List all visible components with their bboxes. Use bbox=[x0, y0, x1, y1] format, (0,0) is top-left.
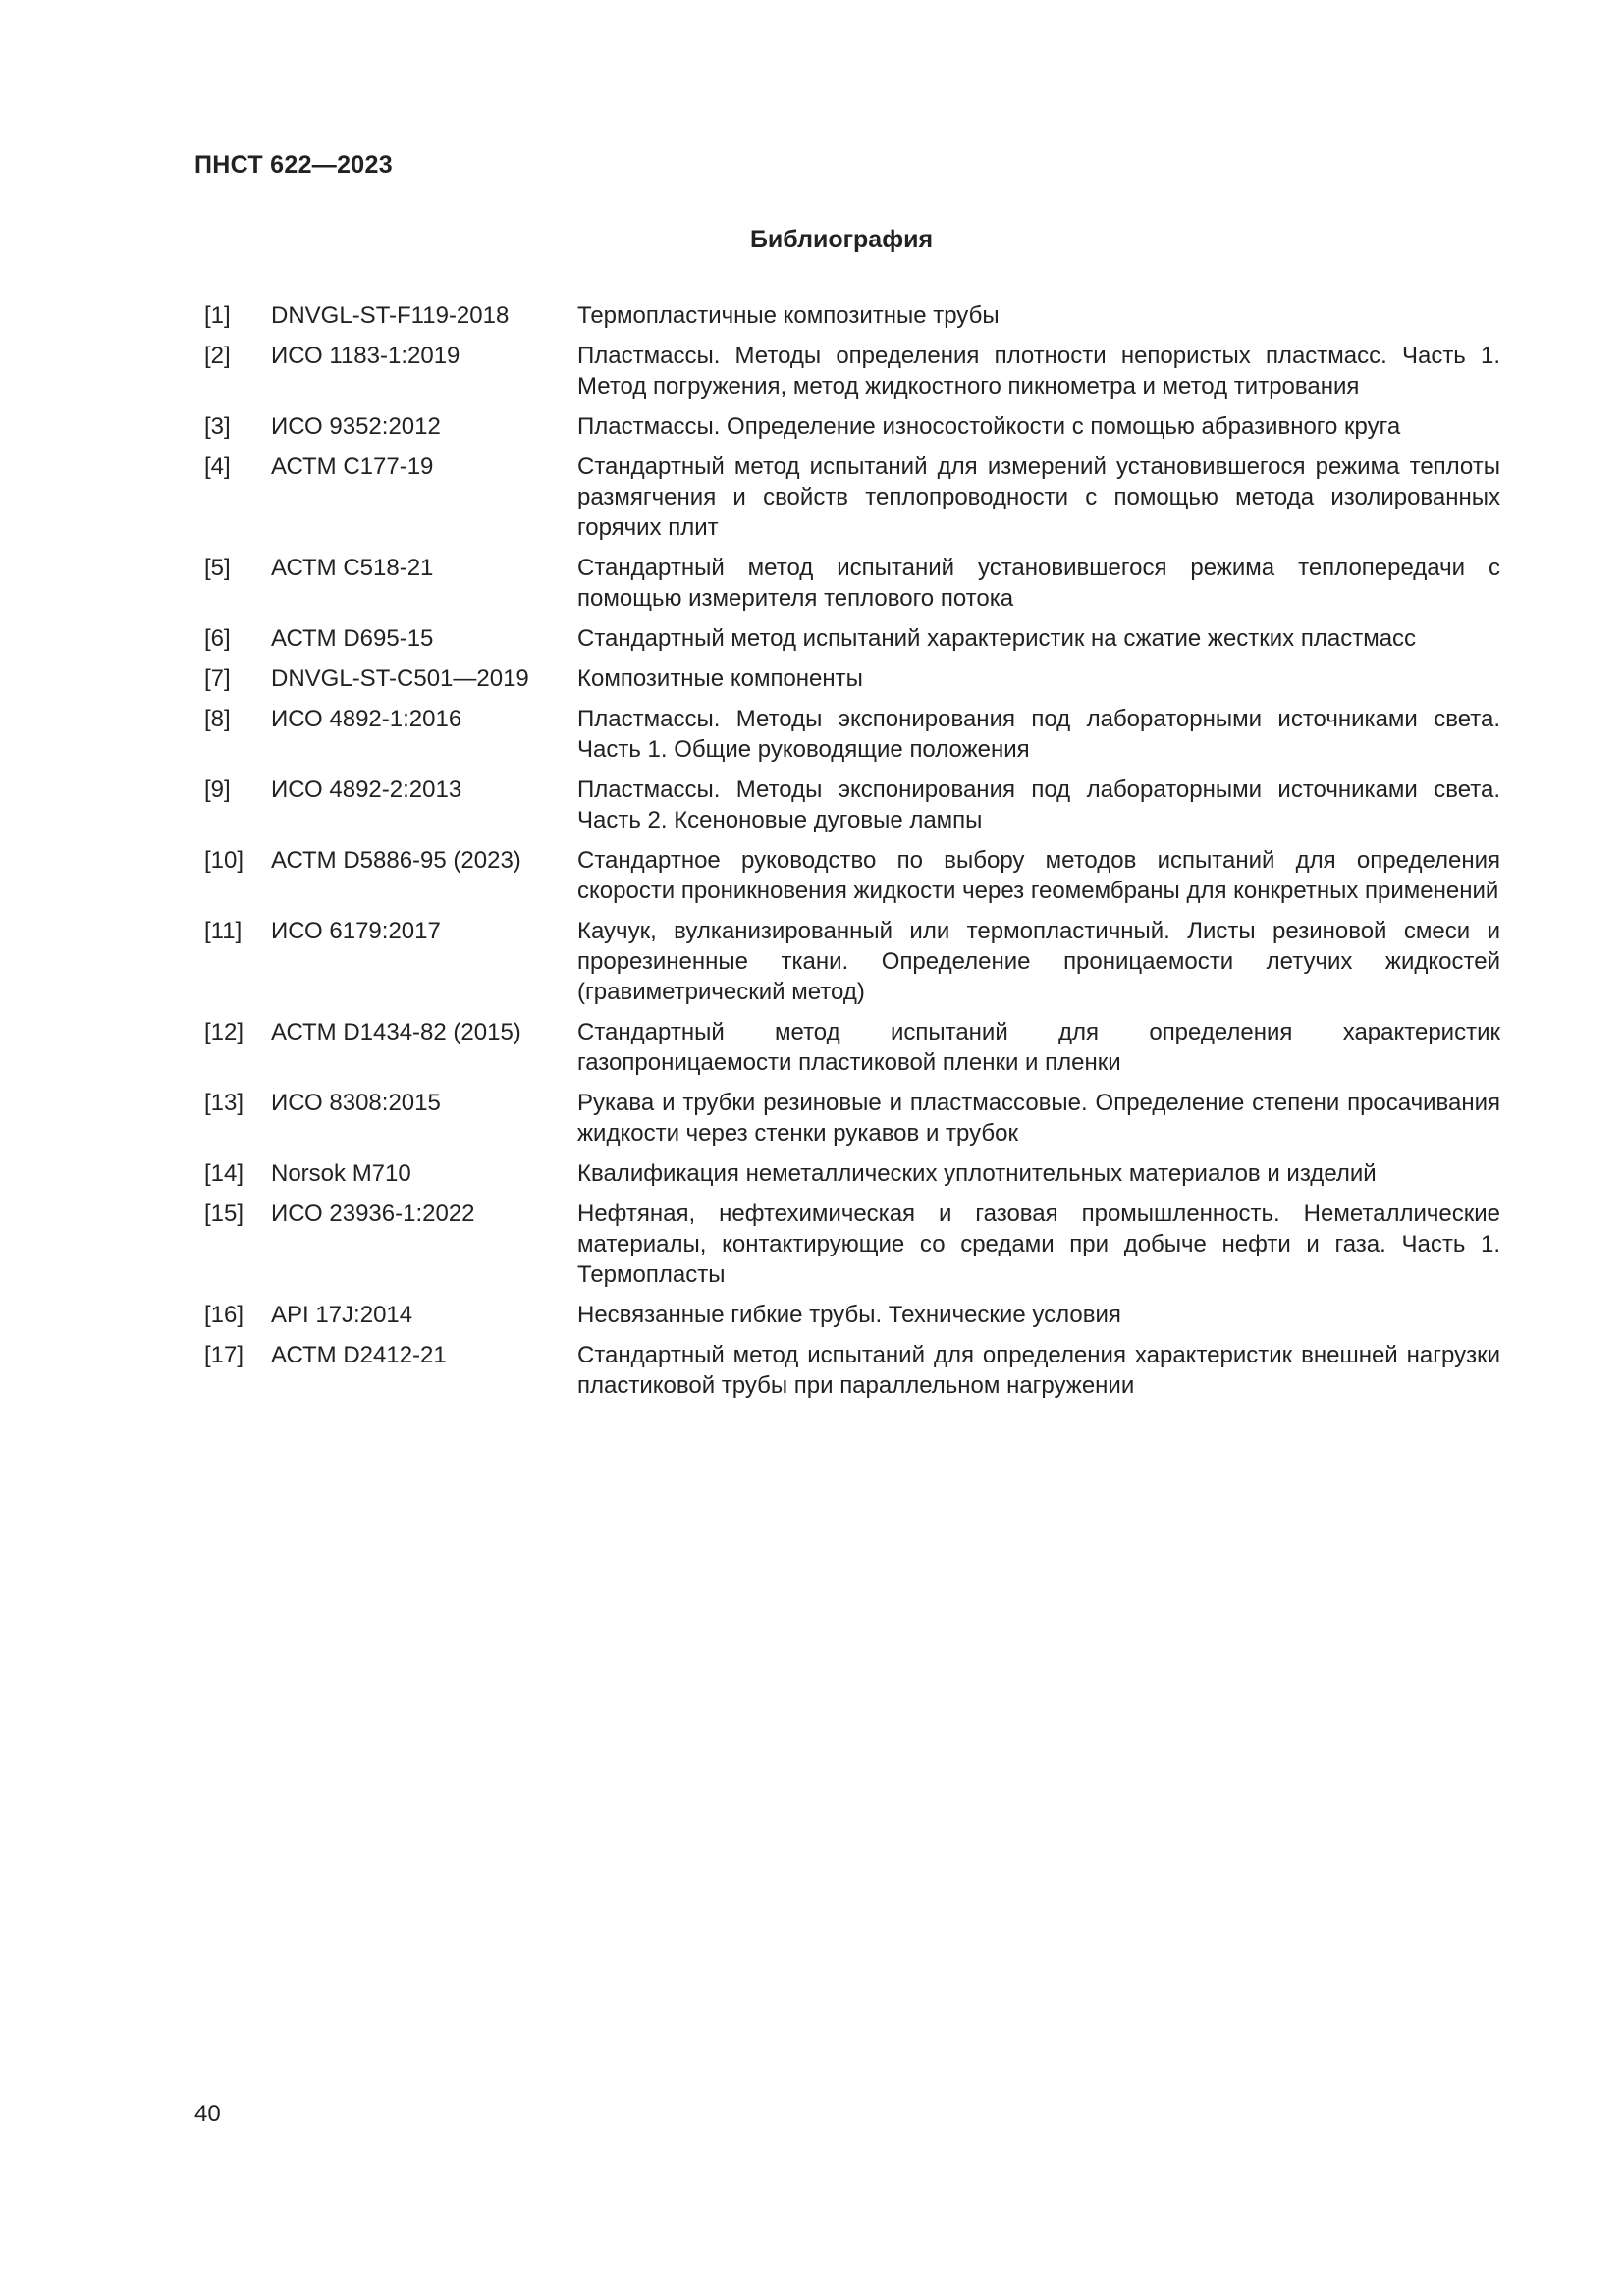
entry-title: Стандартный метод испытаний для определения характеристик внешней нагрузки пластиковой трубы при параллельном нагружении bbox=[577, 1342, 1500, 1399]
entry-title: Несвязанные гибкие трубы. Технические условия bbox=[577, 1302, 1121, 1328]
entry-number: [16] bbox=[204, 1302, 244, 1328]
bibliography-entry bbox=[204, 553, 1500, 614]
entry-number: [9] bbox=[204, 776, 231, 803]
section-title: Библиография bbox=[749, 226, 934, 253]
entry-title: Пластмассы. Методы экспонирования под лабораторными источниками света. Часть 2. Ксеноновые дуговые лампы bbox=[577, 776, 1500, 833]
entry-title: Нефтяная, нефтехимическая и газовая промышленность. Неметаллические материалы, контактирующие со средами при добыче нефти и газа. Часть 1. Термопласты bbox=[577, 1201, 1500, 1288]
entry-standard-code: ИСО 9352:2012 bbox=[271, 413, 441, 440]
document-code: ПНСТ 622—2023 bbox=[194, 151, 393, 179]
entry-standard-code: ИСО 23936-1:2022 bbox=[271, 1201, 475, 1227]
bibliography-entry bbox=[204, 1199, 1500, 1290]
bibliography-entry bbox=[204, 774, 1500, 835]
entry-title: Стандартный метод испытаний характеристик на сжатие жестких пластмасс bbox=[577, 625, 1417, 652]
entry-number: [3] bbox=[204, 413, 231, 440]
page-number: 40 bbox=[194, 2101, 221, 2127]
entry-number: [2] bbox=[204, 343, 231, 369]
entry-title: Стандартное руководство по выбору методов испытаний для определения скорости проникновения жидкости через геомембраны для конкретных применений bbox=[577, 847, 1500, 904]
entry-standard-code: ИСО 4892-1:2016 bbox=[271, 706, 462, 732]
bibliography-entry bbox=[204, 704, 1500, 765]
bibliography-entry bbox=[204, 300, 1500, 331]
entry-number: [13] bbox=[204, 1090, 244, 1116]
entry-number: [6] bbox=[204, 625, 231, 652]
entry-standard-code: ИСО 6179:2017 bbox=[271, 918, 441, 944]
entry-title: Стандартный метод испытаний установившегося режима теплопередачи с помощью измерителя теплового потока bbox=[577, 555, 1500, 612]
entry-title: Стандартный метод испытаний для определения характеристик газопроницаемости пластиковой пленки и пленки bbox=[577, 1019, 1500, 1076]
entry-standard-code: ИСО 8308:2015 bbox=[271, 1090, 441, 1116]
bibliography-entry bbox=[204, 452, 1500, 543]
bibliography-entry bbox=[204, 411, 1500, 442]
entry-title: Рукава и трубки резиновые и пластмассовые. Определение степени просачивания жидкости через стенки рукавов и трубок bbox=[577, 1090, 1500, 1147]
entry-standard-code: Norsok M710 bbox=[271, 1160, 411, 1187]
bibliography-entry bbox=[204, 1340, 1500, 1401]
entry-standard-code: API 17J:2014 bbox=[271, 1302, 413, 1328]
entry-title: Стандартный метод испытаний для измерений установившегося режима теплоты размягчения и свойств теплопроводности с помощью метода изолированных горячих плит bbox=[577, 454, 1500, 541]
entry-number: [10] bbox=[204, 847, 244, 874]
entry-number: [5] bbox=[204, 555, 231, 581]
bibliography-entry bbox=[204, 623, 1500, 654]
bibliography-entry bbox=[204, 845, 1500, 906]
bibliography-entry bbox=[204, 664, 1500, 694]
bibliography-entry bbox=[204, 1088, 1500, 1148]
entry-number: [12] bbox=[204, 1019, 244, 1045]
entry-number: [11] bbox=[204, 918, 243, 944]
entry-title: Пластмассы. Определение износостойкости с помощью абразивного круга bbox=[577, 413, 1401, 440]
entry-standard-code: АСТМ С177-19 bbox=[271, 454, 434, 480]
bibliography-entry bbox=[204, 341, 1500, 401]
entry-number: [1] bbox=[204, 302, 231, 329]
entry-standard-code: ИСО 1183-1:2019 bbox=[271, 343, 460, 369]
bibliography-entry bbox=[204, 1017, 1500, 1078]
entry-number: [4] bbox=[204, 454, 231, 480]
entry-title: Пластмассы. Методы экспонирования под лабораторными источниками света. Часть 1. Общие руководящие положения bbox=[577, 706, 1500, 763]
bibliography-list bbox=[204, 300, 1500, 1411]
bibliography-entry bbox=[204, 1300, 1500, 1330]
entry-title: Квалификация неметаллических уплотнительных материалов и изделий bbox=[577, 1160, 1377, 1187]
entry-title: Пластмассы. Методы определения плотности непористых пластмасс. Часть 1. Метод погружения, метод жидкостного пикнометра и метод титрования bbox=[577, 343, 1500, 400]
entry-number: [8] bbox=[204, 706, 231, 732]
entry-number: [7] bbox=[204, 666, 231, 692]
bibliography-entry bbox=[204, 916, 1500, 1007]
entry-title: Термопластичные композитные трубы bbox=[577, 302, 1000, 329]
entry-standard-code: DNVGL-ST-C501—2019 bbox=[271, 666, 529, 692]
entry-standard-code: DNVGL-ST-F119-2018 bbox=[271, 302, 510, 329]
entry-title: Каучук, вулканизированный или термопластичный. Листы резиновой смеси и прорезиненные ткани. Определение проницаемости летучих жидкостей (гравиметрический метод) bbox=[577, 918, 1500, 1005]
entry-standard-code: АСТМ D2412-21 bbox=[271, 1342, 447, 1368]
entry-standard-code: АСТМ С518-21 bbox=[271, 555, 434, 581]
entry-title: Композитные компоненты bbox=[577, 666, 863, 692]
entry-standard-code: АСТМ D1434-82 (2015) bbox=[271, 1019, 521, 1045]
bibliography-entry bbox=[204, 1158, 1500, 1189]
entry-standard-code: ИСО 4892-2:2013 bbox=[271, 776, 462, 803]
entry-number: [17] bbox=[204, 1342, 244, 1368]
entry-standard-code: АСТМ D5886-95 (2023) bbox=[271, 847, 521, 874]
entry-number: [15] bbox=[204, 1201, 244, 1227]
entry-number: [14] bbox=[204, 1160, 244, 1187]
entry-standard-code: АСТМ D695-15 bbox=[271, 625, 434, 652]
